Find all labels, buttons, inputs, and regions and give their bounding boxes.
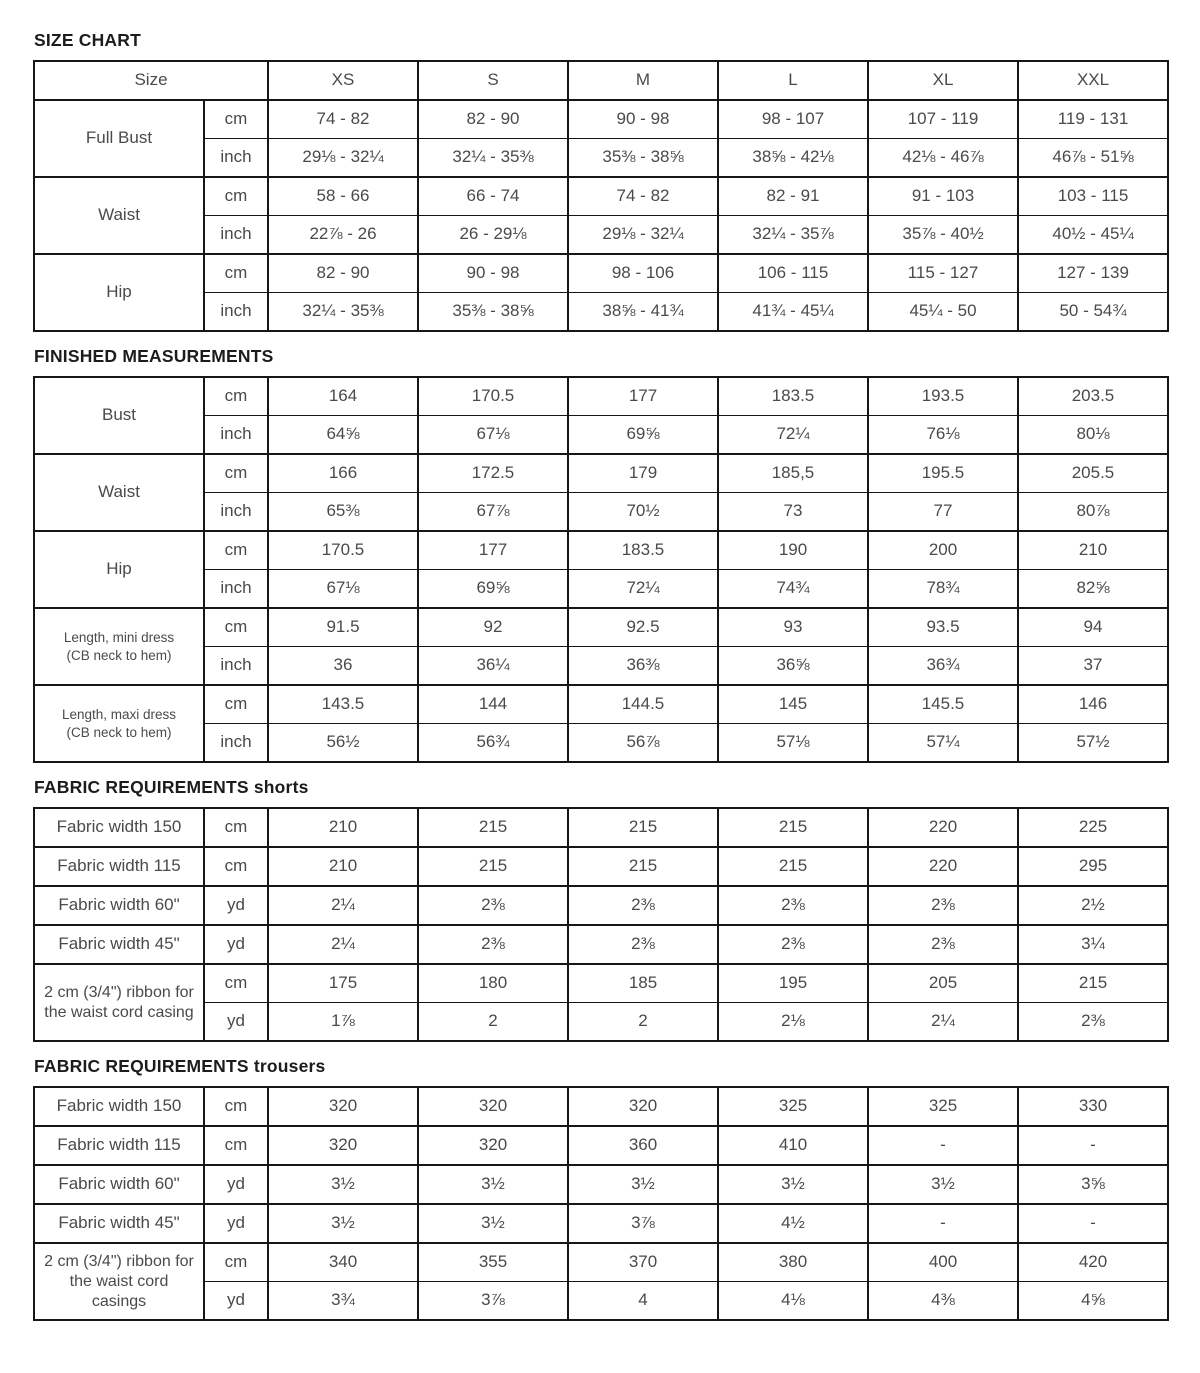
measurement-group (34, 964, 1168, 1041)
value-cell: 82 - 90 (418, 100, 568, 139)
value-cell: 2⅜ (568, 886, 718, 925)
value-cell: 2½ (1018, 886, 1168, 925)
value-cell: 41¾ - 45¼ (718, 293, 868, 332)
value-cell: 69⅝ (568, 416, 718, 455)
unit-label: cm (204, 808, 268, 847)
value-cell: 56½ (268, 724, 418, 763)
value-cell: 3½ (268, 1165, 418, 1204)
value-cell: 93.5 (868, 608, 1018, 647)
value-cell: 215 (418, 847, 568, 886)
value-cell: 4 (568, 1282, 718, 1321)
table-row (34, 1165, 1168, 1204)
value-cell: 190 (718, 531, 868, 570)
value-cell: 420 (1018, 1243, 1168, 1282)
section-fabric-requirements-trousers (33, 1056, 1169, 1321)
value-cell: 94 (1018, 608, 1168, 647)
value-cell: 98 - 107 (718, 100, 868, 139)
value-cell: 325 (718, 1087, 868, 1126)
value-cell: 210 (268, 847, 418, 886)
unit-label: inch (204, 293, 268, 332)
value-cell: 170.5 (418, 377, 568, 416)
value-cell: 1⅞ (268, 1003, 418, 1042)
row-label: Fabric width 150 (34, 808, 204, 847)
value-cell: 32¼ - 35⅞ (718, 216, 868, 255)
measurement-group (34, 377, 1168, 454)
table-row (34, 377, 1168, 416)
table-row (34, 254, 1168, 293)
value-cell: 2 (418, 1003, 568, 1042)
value-cell: 3¼ (1018, 925, 1168, 964)
measurement-group (34, 608, 1168, 685)
value-cell: 146 (1018, 685, 1168, 724)
unit-label: cm (204, 1126, 268, 1165)
table-row (34, 925, 1168, 964)
row-label: Fabric width 45" (34, 1204, 204, 1243)
value-cell: 4⅝ (1018, 1282, 1168, 1321)
measurement-group (34, 808, 1168, 847)
value-cell: 127 - 139 (1018, 254, 1168, 293)
value-cell: 36 (268, 647, 418, 686)
value-cell: 92 (418, 608, 568, 647)
row-label: Length, mini dress (CB neck to hem) (34, 608, 204, 685)
size-column-header: XS (268, 61, 418, 100)
fabric-requirements-trousers-heading: FABRIC REQUIREMENTS trousers (34, 1056, 326, 1076)
value-cell: 183.5 (568, 531, 718, 570)
table-row (34, 808, 1168, 847)
value-cell: 92.5 (568, 608, 718, 647)
table-row (34, 685, 1168, 724)
size-column-header: M (568, 61, 718, 100)
unit-label: inch (204, 724, 268, 763)
measurement-group (34, 1204, 1168, 1243)
value-cell: 380 (718, 1243, 868, 1282)
value-cell: 195 (718, 964, 868, 1003)
table-row (34, 1243, 1168, 1282)
value-cell: 145 (718, 685, 868, 724)
value-cell: 3½ (268, 1204, 418, 1243)
value-cell: 175 (268, 964, 418, 1003)
section-fabric-requirements-shorts (33, 777, 1169, 1042)
row-label: Fabric width 115 (34, 1126, 204, 1165)
measurement-group (34, 886, 1168, 925)
unit-label: yd (204, 1204, 268, 1243)
value-cell: 330 (1018, 1087, 1168, 1126)
value-cell: 370 (568, 1243, 718, 1282)
value-cell: 220 (868, 847, 1018, 886)
value-cell: 210 (268, 808, 418, 847)
value-cell: 74¾ (718, 570, 868, 609)
value-cell: 3½ (568, 1165, 718, 1204)
value-cell: 36⅝ (718, 647, 868, 686)
fabric-requirements-trousers-table (33, 1086, 1169, 1321)
value-cell: 205.5 (1018, 454, 1168, 493)
value-cell: 320 (268, 1126, 418, 1165)
value-cell: 82 - 90 (268, 254, 418, 293)
value-cell: 360 (568, 1126, 718, 1165)
row-label: Full Bust (34, 100, 204, 177)
row-label: Waist (34, 177, 204, 254)
fabric-requirements-shorts-table (33, 807, 1169, 1042)
value-cell: 410 (718, 1126, 868, 1165)
value-cell: 58 - 66 (268, 177, 418, 216)
finished-measurements-heading: FINISHED MEASUREMENTS (34, 346, 274, 366)
value-cell: 220 (868, 808, 1018, 847)
value-cell: 57½ (1018, 724, 1168, 763)
table-row (34, 886, 1168, 925)
value-cell: - (868, 1204, 1018, 1243)
row-label: Hip (34, 254, 204, 331)
value-cell: 3½ (418, 1165, 568, 1204)
row-label: Fabric width 60" (34, 886, 204, 925)
value-cell: - (1018, 1204, 1168, 1243)
unit-label: inch (204, 139, 268, 178)
value-cell: 78¾ (868, 570, 1018, 609)
measurement-group (34, 177, 1168, 254)
table-row (34, 608, 1168, 647)
value-cell: 37 (1018, 647, 1168, 686)
table-row (34, 847, 1168, 886)
value-cell: 215 (568, 847, 718, 886)
value-cell: 45¼ - 50 (868, 293, 1018, 332)
value-cell: 35⅞ - 40½ (868, 216, 1018, 255)
value-cell: 4⅛ (718, 1282, 868, 1321)
value-cell: 57⅛ (718, 724, 868, 763)
value-cell: 35⅜ - 38⅝ (568, 139, 718, 178)
value-cell: 69⅝ (418, 570, 568, 609)
value-cell: 164 (268, 377, 418, 416)
table-row (34, 1126, 1168, 1165)
value-cell: 80⅛ (1018, 416, 1168, 455)
measurement-group (34, 685, 1168, 762)
row-label: Hip (34, 531, 204, 608)
value-cell: 215 (718, 808, 868, 847)
value-cell: 3⅝ (1018, 1165, 1168, 1204)
value-cell: 57¼ (868, 724, 1018, 763)
row-label: Fabric width 60" (34, 1165, 204, 1204)
value-cell: 3½ (418, 1204, 568, 1243)
value-cell: 205 (868, 964, 1018, 1003)
unit-label: yd (204, 1165, 268, 1204)
value-cell: 2⅜ (718, 886, 868, 925)
value-cell: 50 - 54¾ (1018, 293, 1168, 332)
value-cell: 72¼ (568, 570, 718, 609)
section-finished-measurements (33, 346, 1169, 763)
size-column-header: L (718, 61, 868, 100)
measurement-group (34, 454, 1168, 531)
value-cell: 185 (568, 964, 718, 1003)
value-cell: 29⅛ - 32¼ (268, 139, 418, 178)
table-row (34, 531, 1168, 570)
measurement-group (34, 847, 1168, 886)
value-cell: 203.5 (1018, 377, 1168, 416)
value-cell: 72¼ (718, 416, 868, 455)
value-cell: 2⅜ (868, 886, 1018, 925)
value-cell: 183.5 (718, 377, 868, 416)
table-header-row (34, 61, 1168, 100)
table-row (34, 1087, 1168, 1126)
value-cell: 65⅜ (268, 493, 418, 532)
value-cell: 26 - 29⅛ (418, 216, 568, 255)
value-cell: 2¼ (268, 886, 418, 925)
row-label: Bust (34, 377, 204, 454)
value-cell: 193.5 (868, 377, 1018, 416)
value-cell: 106 - 115 (718, 254, 868, 293)
measurement-group (34, 925, 1168, 964)
value-cell: 36⅜ (568, 647, 718, 686)
value-cell: 77 (868, 493, 1018, 532)
unit-label: cm (204, 847, 268, 886)
value-cell: 4½ (718, 1204, 868, 1243)
size-column-header: S (418, 61, 568, 100)
value-cell: 90 - 98 (418, 254, 568, 293)
row-label: Fabric width 45" (34, 925, 204, 964)
table-row (34, 647, 1168, 686)
value-cell: 166 (268, 454, 418, 493)
value-cell: 56⅞ (568, 724, 718, 763)
value-cell: 82 - 91 (718, 177, 868, 216)
value-cell: 36¼ (418, 647, 568, 686)
table-row (34, 100, 1168, 139)
measurement-group (34, 1243, 1168, 1320)
value-cell: - (1018, 1126, 1168, 1165)
value-cell: 67⅛ (418, 416, 568, 455)
row-label: Length, maxi dress (CB neck to hem) (34, 685, 204, 762)
unit-label: cm (204, 608, 268, 647)
value-cell: 177 (568, 377, 718, 416)
unit-label: yd (204, 886, 268, 925)
unit-label: cm (204, 1087, 268, 1126)
value-cell: 215 (1018, 964, 1168, 1003)
measurement-group (34, 1165, 1168, 1204)
unit-label: cm (204, 454, 268, 493)
value-cell: 76⅛ (868, 416, 1018, 455)
value-cell: 225 (1018, 808, 1168, 847)
value-cell: 91 - 103 (868, 177, 1018, 216)
value-cell: 29⅛ - 32¼ (568, 216, 718, 255)
table-row (34, 570, 1168, 609)
value-cell: 180 (418, 964, 568, 1003)
value-cell: 3⅞ (418, 1282, 568, 1321)
value-cell: 3½ (718, 1165, 868, 1204)
value-cell: 325 (868, 1087, 1018, 1126)
measurement-group (34, 1087, 1168, 1126)
row-label: Fabric width 150 (34, 1087, 204, 1126)
value-cell: 90 - 98 (568, 100, 718, 139)
value-cell: 145.5 (868, 685, 1018, 724)
size-column-header: XXL (1018, 61, 1168, 100)
value-cell: 107 - 119 (868, 100, 1018, 139)
value-cell: 67⅞ (418, 493, 568, 532)
fabric-requirements-shorts-heading: FABRIC REQUIREMENTS shorts (34, 777, 309, 797)
table-row (34, 177, 1168, 216)
unit-label: yd (204, 1003, 268, 1042)
value-cell: 2⅜ (718, 925, 868, 964)
value-cell: 143.5 (268, 685, 418, 724)
value-cell: 2⅜ (1018, 1003, 1168, 1042)
value-cell: 177 (418, 531, 568, 570)
measurement-group (34, 531, 1168, 608)
size-chart-heading: SIZE CHART (34, 30, 141, 50)
value-cell: 115 - 127 (868, 254, 1018, 293)
value-cell: 66 - 74 (418, 177, 568, 216)
value-cell: 40½ - 45¼ (1018, 216, 1168, 255)
table-row (34, 964, 1168, 1003)
value-cell: 98 - 106 (568, 254, 718, 293)
value-cell: 144 (418, 685, 568, 724)
table-row (34, 724, 1168, 763)
value-cell: 200 (868, 531, 1018, 570)
value-cell: 38⅝ - 42⅛ (718, 139, 868, 178)
value-cell: 38⅝ - 41¾ (568, 293, 718, 332)
value-cell: 195.5 (868, 454, 1018, 493)
value-cell: 35⅜ - 38⅝ (418, 293, 568, 332)
value-cell: 73 (718, 493, 868, 532)
value-cell: 32¼ - 35⅜ (268, 293, 418, 332)
value-cell: 144.5 (568, 685, 718, 724)
unit-label: yd (204, 1282, 268, 1321)
value-cell: 36¾ (868, 647, 1018, 686)
value-cell: 32¼ - 35⅜ (418, 139, 568, 178)
measurement-group (34, 254, 1168, 331)
row-label: Waist (34, 454, 204, 531)
value-cell: - (868, 1126, 1018, 1165)
value-cell: 3½ (868, 1165, 1018, 1204)
size-header-label: Size (34, 61, 268, 100)
measurement-group (34, 100, 1168, 177)
value-cell: 215 (718, 847, 868, 886)
value-cell: 2¼ (868, 1003, 1018, 1042)
table-row (34, 139, 1168, 178)
value-cell: 170.5 (268, 531, 418, 570)
table-row (34, 293, 1168, 332)
value-cell: 172.5 (418, 454, 568, 493)
value-cell: 70½ (568, 493, 718, 532)
row-label: 2 cm (3/4") ribbon for the waist cord casings (34, 1243, 204, 1320)
row-label: 2 cm (3/4") ribbon for the waist cord casing (34, 964, 204, 1041)
table-row (34, 1204, 1168, 1243)
value-cell: 64⅝ (268, 416, 418, 455)
unit-label: cm (204, 100, 268, 139)
value-cell: 2⅜ (418, 925, 568, 964)
unit-label: yd (204, 925, 268, 964)
value-cell: 82⅝ (1018, 570, 1168, 609)
unit-label: inch (204, 216, 268, 255)
value-cell: 103 - 115 (1018, 177, 1168, 216)
size-column-header: XL (868, 61, 1018, 100)
unit-label: inch (204, 570, 268, 609)
value-cell: 56¾ (418, 724, 568, 763)
value-cell: 340 (268, 1243, 418, 1282)
value-cell: 400 (868, 1243, 1018, 1282)
value-cell: 2⅜ (418, 886, 568, 925)
value-cell: 320 (418, 1126, 568, 1165)
value-cell: 2 (568, 1003, 718, 1042)
value-cell: 22⅞ - 26 (268, 216, 418, 255)
value-cell: 74 - 82 (268, 100, 418, 139)
value-cell: 119 - 131 (1018, 100, 1168, 139)
value-cell: 2¼ (268, 925, 418, 964)
value-cell: 46⅞ - 51⅝ (1018, 139, 1168, 178)
value-cell: 74 - 82 (568, 177, 718, 216)
value-cell: 2⅛ (718, 1003, 868, 1042)
value-cell: 67⅛ (268, 570, 418, 609)
table-row (34, 454, 1168, 493)
value-cell: 179 (568, 454, 718, 493)
value-cell: 2⅜ (868, 925, 1018, 964)
table-row (34, 1003, 1168, 1042)
value-cell: 2⅜ (568, 925, 718, 964)
value-cell: 320 (418, 1087, 568, 1126)
unit-label: inch (204, 416, 268, 455)
unit-label: cm (204, 177, 268, 216)
value-cell: 320 (568, 1087, 718, 1126)
finished-measurements-table (33, 376, 1169, 763)
unit-label: inch (204, 647, 268, 686)
value-cell: 80⅞ (1018, 493, 1168, 532)
unit-label: inch (204, 493, 268, 532)
value-cell: 3¾ (268, 1282, 418, 1321)
value-cell: 210 (1018, 531, 1168, 570)
size-chart-table (33, 60, 1169, 332)
table-row (34, 216, 1168, 255)
unit-label: cm (204, 531, 268, 570)
table-row (34, 493, 1168, 532)
table-row (34, 416, 1168, 455)
size-chart-page (33, 30, 1169, 1321)
value-cell: 185,5 (718, 454, 868, 493)
measurement-group (34, 1126, 1168, 1165)
value-cell: 215 (418, 808, 568, 847)
table-row (34, 1282, 1168, 1321)
value-cell: 3⅞ (568, 1204, 718, 1243)
unit-label: cm (204, 1243, 268, 1282)
value-cell: 93 (718, 608, 868, 647)
value-cell: 42⅛ - 46⅞ (868, 139, 1018, 178)
unit-label: cm (204, 685, 268, 724)
value-cell: 355 (418, 1243, 568, 1282)
unit-label: cm (204, 254, 268, 293)
value-cell: 295 (1018, 847, 1168, 886)
value-cell: 4⅜ (868, 1282, 1018, 1321)
unit-label: cm (204, 377, 268, 416)
unit-label: cm (204, 964, 268, 1003)
value-cell: 91.5 (268, 608, 418, 647)
value-cell: 215 (568, 808, 718, 847)
row-label: Fabric width 115 (34, 847, 204, 886)
section-size-chart (33, 30, 1169, 332)
value-cell: 320 (268, 1087, 418, 1126)
